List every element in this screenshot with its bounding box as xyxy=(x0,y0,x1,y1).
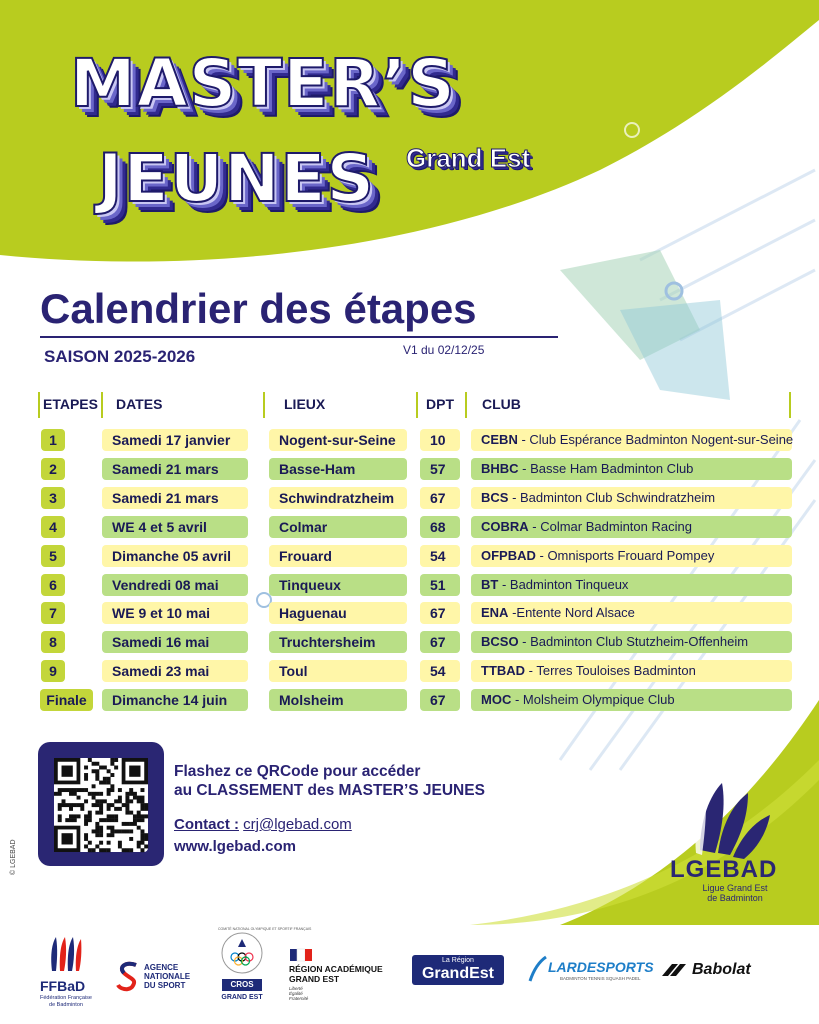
lgebad-subtitle-line-2: de Badminton xyxy=(707,893,763,903)
club-cell xyxy=(471,689,792,711)
club-cell xyxy=(471,602,792,624)
qr-code[interactable] xyxy=(54,758,148,852)
region-academique-text xyxy=(289,964,383,984)
club-cell xyxy=(471,660,792,682)
header-dpt: DPT xyxy=(426,396,454,412)
region-academique-line-1: RÉGION ACADÉMIQUE xyxy=(289,964,383,974)
lieu-cell: Basse-Ham xyxy=(269,458,407,480)
etape-cell: 3 xyxy=(41,487,65,509)
etape-cell: 5 xyxy=(41,545,65,567)
club-cell xyxy=(471,631,792,653)
region-grand-est-small: La Région xyxy=(442,957,474,964)
ans-line-2: NATIONALE xyxy=(144,972,191,981)
club-abbr: BCS xyxy=(481,490,509,505)
column-divider xyxy=(789,392,791,418)
header-lieux: LIEUX xyxy=(284,396,326,412)
dpt-cell: 54 xyxy=(420,660,460,682)
lieu-cell: Nogent-sur-Seine xyxy=(269,429,407,451)
club-cell xyxy=(471,574,792,596)
column-divider xyxy=(416,392,418,418)
larde-sports-icon xyxy=(528,955,548,983)
club-name: - Badminton Tinqueux xyxy=(498,577,629,592)
cros-top-text: COMITÉ NATIONAL OLYMPIQUE ET SPORTIF FRANÇAIS xyxy=(218,927,312,931)
lieu-cell: Frouard xyxy=(269,545,407,567)
etape-cell: 9 xyxy=(41,660,65,682)
club-name: -Entente Nord Alsace xyxy=(508,605,635,620)
calendar-title: Calendrier des étapes xyxy=(40,285,477,332)
club-name: - Omnisports Frouard Pompey xyxy=(535,548,715,563)
copyright-text: © LGEBAD xyxy=(10,839,17,875)
qr-code-frame[interactable] xyxy=(38,742,164,866)
etape-cell: Finale xyxy=(40,689,93,711)
ans-logo-icon xyxy=(116,961,142,991)
qr-instructions-line-1: Flashez ce QRCode pour accéder xyxy=(174,763,421,780)
babolat-logo: Babolat xyxy=(692,961,751,978)
lgebad-logo-text: LGEBAD xyxy=(670,856,778,883)
dpt-cell: 67 xyxy=(420,487,460,509)
ans-logo-text xyxy=(144,963,190,990)
etape-cell: 7 xyxy=(41,602,65,624)
etape-cell: 8 xyxy=(41,631,65,653)
babolat-stripes-icon xyxy=(660,962,690,978)
qr-instructions-line-2: au CLASSEMENT des MASTER’S JEUNES xyxy=(174,782,485,799)
header-dates: DATES xyxy=(116,396,163,412)
date-cell: Vendredi 08 mai xyxy=(102,574,248,596)
motto-liberte: Liberté xyxy=(289,986,303,991)
club-name: - Badminton Club Stutzheim-Offenheim xyxy=(518,634,749,649)
motto-fraternite: Fraternité xyxy=(289,996,309,1001)
column-divider xyxy=(465,392,467,418)
republic-motto xyxy=(289,986,308,1001)
club-cell xyxy=(471,429,792,451)
lgebad-subtitle-line-1: Ligue Grand Est xyxy=(702,883,768,893)
ffbad-subtitle-line-1: Fédération Française xyxy=(40,995,92,1001)
larde-sports-subtitle: BADMINTON TENNIS SQUASH PADEL xyxy=(560,976,641,981)
cros-region: GRAND EST xyxy=(221,994,263,1001)
ffbad-subtitle-line-2: de Badminton xyxy=(49,1002,83,1008)
ffbad-subtitle xyxy=(34,995,98,1009)
motto-egalite: Égalité xyxy=(289,991,303,996)
club-abbr: BT xyxy=(481,577,499,592)
website-link[interactable]: www.lgebad.com xyxy=(174,838,296,855)
date-cell: Samedi 21 mars xyxy=(102,487,248,509)
title-underline xyxy=(40,336,558,338)
club-abbr: OFPBAD xyxy=(481,548,536,563)
larde-sports-logo: LARDESPORTS xyxy=(548,959,654,975)
date-cell: Samedi 17 janvier xyxy=(102,429,248,451)
dpt-cell: 10 xyxy=(420,429,460,451)
contact-label: Contact : xyxy=(174,816,239,833)
club-name: - Colmar Badminton Racing xyxy=(528,519,692,534)
lieu-cell: Truchtersheim xyxy=(269,631,407,653)
date-cell: WE 9 et 10 mai xyxy=(102,602,248,624)
dpt-cell: 67 xyxy=(420,689,460,711)
etape-cell: 6 xyxy=(41,574,65,596)
date-cell: Samedi 23 mai xyxy=(102,660,248,682)
dpt-cell: 51 xyxy=(420,574,460,596)
club-abbr: COBRA xyxy=(481,519,529,534)
lieu-cell: Toul xyxy=(269,660,407,682)
date-cell: Dimanche 14 juin xyxy=(102,689,248,711)
dpt-cell: 68 xyxy=(420,516,460,538)
dpt-cell: 57 xyxy=(420,458,460,480)
club-cell xyxy=(471,487,792,509)
club-cell xyxy=(471,516,792,538)
club-name: - Molsheim Olympique Club xyxy=(511,692,675,707)
dpt-cell: 67 xyxy=(420,602,460,624)
season-label: SAISON 2025-2026 xyxy=(44,347,196,366)
title-line-1: MASTER’S xyxy=(70,45,456,122)
club-name: - Club Espérance Badminton Nogent-sur-Seine xyxy=(517,432,794,447)
header-etapes: ETAPES xyxy=(43,396,98,412)
etape-cell: 2 xyxy=(41,458,65,480)
ffbad-logo: FFBaD xyxy=(40,978,86,994)
club-name: - Badminton Club Schwindratzheim xyxy=(508,490,716,505)
header-club: CLUB xyxy=(482,396,521,412)
region-grand-est-logo xyxy=(412,955,504,985)
lieu-cell: Colmar xyxy=(269,516,407,538)
marianne-flag-icon xyxy=(290,949,312,961)
date-cell: Dimanche 05 avril xyxy=(102,545,248,567)
region-grand-est-big: GrandEst xyxy=(421,965,494,982)
club-abbr: CEBN xyxy=(481,432,518,447)
club-cell xyxy=(471,545,792,567)
lieu-cell: Molsheim xyxy=(269,689,407,711)
club-abbr: TTBAD xyxy=(481,663,526,678)
dpt-cell: 67 xyxy=(420,631,460,653)
lieu-cell: Haguenau xyxy=(269,602,407,624)
club-abbr: BHBC xyxy=(481,461,519,476)
etape-cell: 1 xyxy=(41,429,65,451)
ans-line-1: AGENCE xyxy=(144,963,179,972)
date-cell: Samedi 16 mai xyxy=(102,631,248,653)
qr-instructions xyxy=(174,762,485,800)
contact-email-link[interactable]: crj@lgebad.com xyxy=(243,816,352,833)
ans-line-3: DU SPORT xyxy=(144,981,186,990)
event-title xyxy=(70,45,590,255)
region-academique-line-2: GRAND EST xyxy=(289,974,340,984)
version-label: V1 du 02/12/25 xyxy=(403,343,485,357)
contact-line xyxy=(174,816,352,833)
column-divider xyxy=(101,392,103,418)
column-divider xyxy=(263,392,265,418)
club-name: - Terres Touloises Badminton xyxy=(525,663,696,678)
cros-label: CROS xyxy=(222,979,262,991)
dpt-cell: 54 xyxy=(420,545,460,567)
cros-olympic-icon xyxy=(220,931,264,975)
ffbad-shuttle-icon xyxy=(44,935,88,973)
sponsor-footer xyxy=(0,925,819,1024)
club-abbr: BCSO xyxy=(481,634,519,649)
club-abbr: MOC xyxy=(481,692,512,707)
qr-code-icon xyxy=(54,758,148,852)
title-line-2: JEUNES xyxy=(98,140,376,217)
region-label: Grand Est xyxy=(406,143,531,173)
etape-cell: 4 xyxy=(41,516,65,538)
column-divider xyxy=(38,392,40,418)
club-cell xyxy=(471,458,792,480)
club-abbr: ENA xyxy=(481,605,509,620)
lgebad-subtitle xyxy=(690,883,780,903)
lieu-cell: Schwindratzheim xyxy=(269,487,407,509)
club-name: - Basse Ham Badminton Club xyxy=(518,461,694,476)
date-cell: WE 4 et 5 avril xyxy=(102,516,248,538)
lieu-cell: Tinqueux xyxy=(269,574,407,596)
date-cell: Samedi 21 mars xyxy=(102,458,248,480)
